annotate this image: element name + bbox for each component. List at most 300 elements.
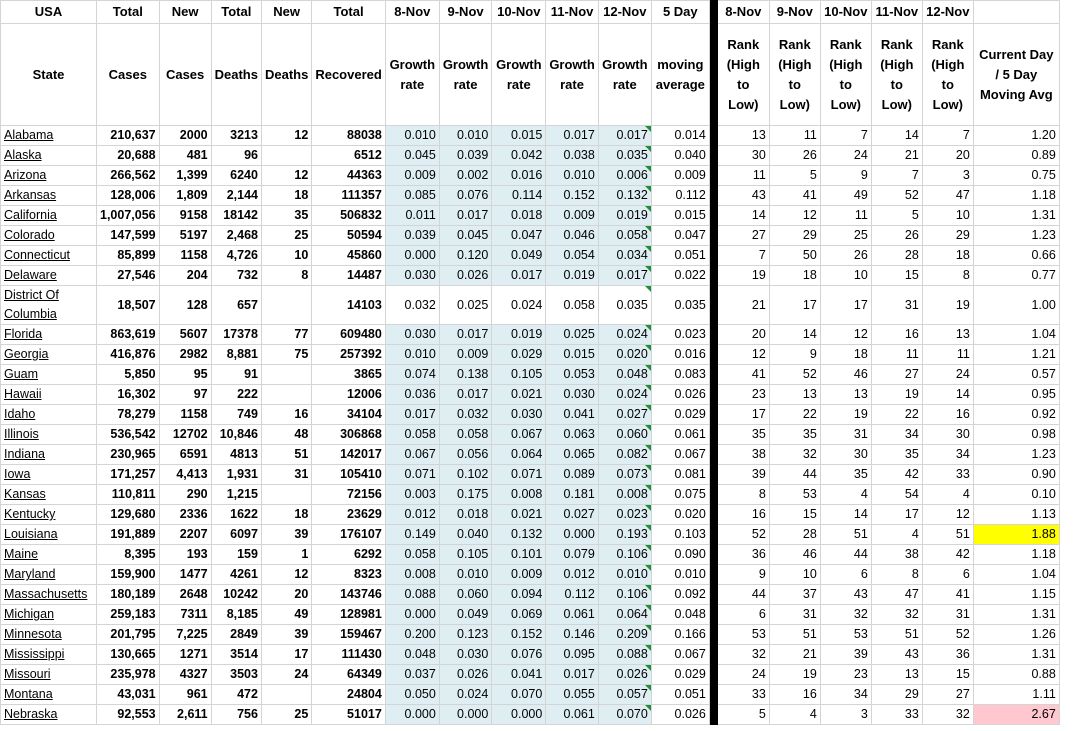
total-cases-cell[interactable]: 230,965 (97, 445, 160, 465)
growth-rate-cell[interactable]: 0.060 (598, 425, 651, 445)
total-cases-cell[interactable]: 128,006 (97, 186, 160, 206)
total-cases-cell[interactable]: 129,680 (97, 505, 160, 525)
column-separator-bar[interactable] (709, 266, 717, 286)
moving-average-cell[interactable]: 0.090 (651, 545, 709, 565)
new-cases-cell[interactable]: 2982 (159, 345, 211, 365)
moving-average-cell[interactable]: 0.026 (651, 385, 709, 405)
rank-cell[interactable]: 32 (717, 645, 769, 665)
moving-average-cell[interactable]: 0.092 (651, 585, 709, 605)
header-growth-12nov[interactable]: 12-Nov (598, 1, 651, 24)
growth-rate-cell[interactable]: 0.200 (385, 625, 439, 645)
moving-average-cell[interactable]: 0.103 (651, 525, 709, 545)
growth-rate-cell[interactable]: 0.009 (492, 565, 546, 585)
column-separator-bar[interactable] (709, 325, 717, 345)
growth-rate-cell[interactable]: 0.082 (598, 445, 651, 465)
rank-cell[interactable]: 15 (922, 665, 973, 685)
growth-rate-cell[interactable]: 0.056 (439, 445, 492, 465)
new-cases-cell[interactable]: 2207 (159, 525, 211, 545)
rank-cell[interactable]: 19 (820, 405, 871, 425)
growth-rate-cell[interactable]: 0.017 (439, 325, 492, 345)
total-cases-cell[interactable]: 8,395 (97, 545, 160, 565)
growth-rate-cell[interactable]: 0.012 (385, 505, 439, 525)
growth-rate-cell[interactable]: 0.030 (385, 325, 439, 345)
rank-cell[interactable]: 11 (820, 206, 871, 226)
rank-cell[interactable]: 8 (922, 266, 973, 286)
growth-rate-cell[interactable]: 0.065 (546, 445, 599, 465)
moving-average-cell[interactable]: 0.040 (651, 146, 709, 166)
recovered-cell[interactable]: 111430 (312, 645, 385, 665)
current-vs-avg-cell[interactable]: 1.15 (973, 585, 1059, 605)
current-vs-avg-cell[interactable]: 0.75 (973, 166, 1059, 186)
column-separator-bar[interactable] (709, 585, 717, 605)
total-cases-cell[interactable]: 235,978 (97, 665, 160, 685)
rank-cell[interactable]: 51 (922, 525, 973, 545)
recovered-cell[interactable]: 506832 (312, 206, 385, 226)
moving-average-cell[interactable]: 0.047 (651, 226, 709, 246)
growth-rate-cell[interactable]: 0.025 (439, 286, 492, 325)
state-link[interactable]: California (1, 206, 97, 226)
state-link[interactable]: Missouri (1, 665, 97, 685)
column-separator-bar[interactable] (709, 365, 717, 385)
current-vs-avg-cell[interactable]: 0.88 (973, 665, 1059, 685)
recovered-cell[interactable]: 6512 (312, 146, 385, 166)
growth-rate-cell[interactable]: 0.071 (492, 465, 546, 485)
growth-rate-cell[interactable]: 0.064 (492, 445, 546, 465)
state-link[interactable]: Connecticut (1, 246, 97, 266)
recovered-cell[interactable]: 176107 (312, 525, 385, 545)
growth-rate-cell[interactable]: 0.017 (439, 206, 492, 226)
rank-cell[interactable]: 33 (922, 465, 973, 485)
moving-average-cell[interactable]: 0.067 (651, 445, 709, 465)
state-link[interactable]: Indiana (1, 445, 97, 465)
new-deaths-cell[interactable]: 20 (261, 585, 311, 605)
new-cases-cell[interactable]: 1,399 (159, 166, 211, 186)
rank-cell[interactable]: 9 (820, 166, 871, 186)
new-deaths-cell[interactable]: 8 (261, 266, 311, 286)
growth-rate-cell[interactable]: 0.035 (598, 146, 651, 166)
rank-cell[interactable]: 42 (871, 465, 922, 485)
growth-rate-cell[interactable]: 0.015 (492, 126, 546, 146)
current-vs-avg-cell[interactable]: 0.77 (973, 266, 1059, 286)
growth-rate-cell[interactable]: 0.085 (385, 186, 439, 206)
total-deaths-cell[interactable]: 159 (211, 545, 261, 565)
rank-cell[interactable]: 26 (871, 226, 922, 246)
moving-average-cell[interactable]: 0.081 (651, 465, 709, 485)
new-cases-cell[interactable]: 2000 (159, 126, 211, 146)
rank-cell[interactable]: 17 (820, 286, 871, 325)
growth-rate-cell[interactable]: 0.026 (598, 665, 651, 685)
header-new-cases[interactable]: Cases (159, 24, 211, 126)
rank-cell[interactable]: 36 (922, 645, 973, 665)
growth-rate-cell[interactable]: 0.058 (439, 425, 492, 445)
state-link[interactable]: District Of Columbia (1, 286, 97, 325)
growth-rate-cell[interactable]: 0.010 (546, 166, 599, 186)
rank-cell[interactable]: 16 (717, 505, 769, 525)
rank-cell[interactable]: 31 (871, 286, 922, 325)
growth-rate-cell[interactable]: 0.039 (385, 226, 439, 246)
rank-cell[interactable]: 51 (820, 525, 871, 545)
recovered-cell[interactable]: 3865 (312, 365, 385, 385)
header-rank-11nov[interactable]: 11-Nov (871, 1, 922, 24)
recovered-cell[interactable]: 51017 (312, 705, 385, 725)
header-recovered[interactable]: Recovered (312, 24, 385, 126)
growth-rate-cell[interactable]: 0.025 (546, 325, 599, 345)
growth-rate-cell[interactable]: 0.010 (439, 126, 492, 146)
recovered-cell[interactable]: 34104 (312, 405, 385, 425)
rank-cell[interactable]: 8 (871, 565, 922, 585)
new-deaths-cell[interactable]: 49 (261, 605, 311, 625)
growth-rate-cell[interactable]: 0.008 (598, 485, 651, 505)
recovered-cell[interactable]: 12006 (312, 385, 385, 405)
new-cases-cell[interactable]: 97 (159, 385, 211, 405)
total-deaths-cell[interactable]: 17378 (211, 325, 261, 345)
new-cases-cell[interactable]: 204 (159, 266, 211, 286)
column-separator-bar[interactable] (709, 665, 717, 685)
rank-cell[interactable]: 18 (820, 345, 871, 365)
growth-rate-cell[interactable]: 0.058 (598, 226, 651, 246)
rank-cell[interactable]: 33 (871, 705, 922, 725)
growth-rate-cell[interactable]: 0.076 (492, 645, 546, 665)
header-rank-10nov[interactable]: Rank (High to Low) (820, 24, 871, 126)
growth-rate-cell[interactable]: 0.058 (546, 286, 599, 325)
growth-rate-cell[interactable]: 0.017 (546, 665, 599, 685)
growth-rate-cell[interactable]: 0.042 (492, 146, 546, 166)
current-vs-avg-cell[interactable]: 1.00 (973, 286, 1059, 325)
new-cases-cell[interactable]: 1158 (159, 246, 211, 266)
column-separator-bar[interactable] (709, 505, 717, 525)
total-cases-cell[interactable]: 1,007,056 (97, 206, 160, 226)
rank-cell[interactable]: 53 (769, 485, 820, 505)
recovered-cell[interactable]: 23629 (312, 505, 385, 525)
current-vs-avg-cell[interactable]: 1.18 (973, 545, 1059, 565)
rank-cell[interactable]: 31 (922, 605, 973, 625)
column-separator-bar[interactable] (709, 24, 717, 126)
new-cases-cell[interactable]: 193 (159, 545, 211, 565)
growth-rate-cell[interactable]: 0.048 (385, 645, 439, 665)
growth-rate-cell[interactable]: 0.000 (492, 705, 546, 725)
current-vs-avg-cell[interactable]: 0.98 (973, 425, 1059, 445)
new-cases-cell[interactable]: 1477 (159, 565, 211, 585)
rank-cell[interactable]: 16 (871, 325, 922, 345)
growth-rate-cell[interactable]: 0.010 (385, 126, 439, 146)
growth-rate-cell[interactable]: 0.000 (439, 705, 492, 725)
rank-cell[interactable]: 18 (769, 266, 820, 286)
header-new-deaths[interactable]: Deaths (261, 24, 311, 126)
growth-rate-cell[interactable]: 0.010 (439, 565, 492, 585)
rank-cell[interactable]: 26 (820, 246, 871, 266)
growth-rate-cell[interactable]: 0.034 (598, 246, 651, 266)
total-cases-cell[interactable]: 85,899 (97, 246, 160, 266)
header-growth-10nov[interactable]: 10-Nov (492, 1, 546, 24)
header-growth-9nov[interactable]: Growth rate (439, 24, 492, 126)
new-cases-cell[interactable]: 5607 (159, 325, 211, 345)
rank-cell[interactable]: 4 (820, 485, 871, 505)
current-vs-avg-cell[interactable]: 1.04 (973, 325, 1059, 345)
total-deaths-cell[interactable]: 91 (211, 365, 261, 385)
current-vs-avg-cell[interactable]: 1.18 (973, 186, 1059, 206)
new-cases-cell[interactable]: 2648 (159, 585, 211, 605)
growth-rate-cell[interactable]: 0.149 (385, 525, 439, 545)
rank-cell[interactable]: 13 (871, 665, 922, 685)
header-current-vs-avg[interactable] (973, 1, 1059, 24)
header-rank-8nov[interactable]: Rank (High to Low) (717, 24, 769, 126)
growth-rate-cell[interactable]: 0.040 (439, 525, 492, 545)
column-separator-bar[interactable] (709, 405, 717, 425)
new-deaths-cell[interactable]: 25 (261, 226, 311, 246)
recovered-cell[interactable]: 44363 (312, 166, 385, 186)
total-cases-cell[interactable]: 416,876 (97, 345, 160, 365)
growth-rate-cell[interactable]: 0.048 (598, 365, 651, 385)
rank-cell[interactable]: 43 (717, 186, 769, 206)
recovered-cell[interactable]: 306868 (312, 425, 385, 445)
rank-cell[interactable]: 14 (769, 325, 820, 345)
growth-rate-cell[interactable]: 0.146 (546, 625, 599, 645)
new-cases-cell[interactable]: 5197 (159, 226, 211, 246)
column-separator-bar[interactable] (709, 565, 717, 585)
rank-cell[interactable]: 6 (820, 565, 871, 585)
rank-cell[interactable]: 36 (717, 545, 769, 565)
state-link[interactable]: Kentucky (1, 505, 97, 525)
rank-cell[interactable]: 3 (922, 166, 973, 186)
current-vs-avg-cell[interactable]: 0.57 (973, 365, 1059, 385)
total-cases-cell[interactable]: 78,279 (97, 405, 160, 425)
new-deaths-cell[interactable]: 39 (261, 625, 311, 645)
moving-average-cell[interactable]: 0.023 (651, 325, 709, 345)
rank-cell[interactable]: 9 (769, 345, 820, 365)
column-separator-bar[interactable] (709, 525, 717, 545)
rank-cell[interactable]: 53 (820, 625, 871, 645)
column-separator-bar[interactable] (709, 146, 717, 166)
rank-cell[interactable]: 37 (769, 585, 820, 605)
header-recovered[interactable]: Total (312, 1, 385, 24)
growth-rate-cell[interactable]: 0.049 (492, 246, 546, 266)
moving-average-cell[interactable]: 0.009 (651, 166, 709, 186)
growth-rate-cell[interactable]: 0.035 (598, 286, 651, 325)
rank-cell[interactable]: 7 (922, 126, 973, 146)
rank-cell[interactable]: 12 (820, 325, 871, 345)
rank-cell[interactable]: 13 (922, 325, 973, 345)
total-cases-cell[interactable]: 171,257 (97, 465, 160, 485)
growth-rate-cell[interactable]: 0.024 (439, 685, 492, 705)
total-deaths-cell[interactable]: 1622 (211, 505, 261, 525)
rank-cell[interactable]: 12 (922, 505, 973, 525)
current-vs-avg-cell[interactable]: 1.88 (973, 525, 1059, 545)
new-deaths-cell[interactable] (261, 365, 311, 385)
header-growth-9nov[interactable]: 9-Nov (439, 1, 492, 24)
state-link[interactable]: Georgia (1, 345, 97, 365)
rank-cell[interactable]: 31 (820, 425, 871, 445)
new-deaths-cell[interactable]: 48 (261, 425, 311, 445)
rank-cell[interactable]: 27 (922, 685, 973, 705)
header-rank-12nov[interactable]: 12-Nov (922, 1, 973, 24)
total-cases-cell[interactable]: 110,811 (97, 485, 160, 505)
total-deaths-cell[interactable]: 756 (211, 705, 261, 725)
header-moving-average[interactable]: moving average (651, 24, 709, 126)
growth-rate-cell[interactable]: 0.010 (598, 565, 651, 585)
new-deaths-cell[interactable]: 24 (261, 665, 311, 685)
growth-rate-cell[interactable]: 0.114 (492, 186, 546, 206)
growth-rate-cell[interactable]: 0.038 (546, 146, 599, 166)
growth-rate-cell[interactable]: 0.152 (492, 625, 546, 645)
header-rank-10nov[interactable]: 10-Nov (820, 1, 871, 24)
moving-average-cell[interactable]: 0.048 (651, 605, 709, 625)
new-deaths-cell[interactable]: 51 (261, 445, 311, 465)
growth-rate-cell[interactable]: 0.017 (385, 405, 439, 425)
state-link[interactable]: Hawaii (1, 385, 97, 405)
header-growth-11nov[interactable]: 11-Nov (546, 1, 599, 24)
column-separator-bar[interactable] (709, 645, 717, 665)
header-growth-11nov[interactable]: Growth rate (546, 24, 599, 126)
total-deaths-cell[interactable]: 10242 (211, 585, 261, 605)
rank-cell[interactable]: 11 (922, 345, 973, 365)
recovered-cell[interactable]: 14487 (312, 266, 385, 286)
rank-cell[interactable]: 9 (717, 565, 769, 585)
total-deaths-cell[interactable]: 8,185 (211, 605, 261, 625)
new-cases-cell[interactable]: 2336 (159, 505, 211, 525)
rank-cell[interactable]: 23 (717, 385, 769, 405)
growth-rate-cell[interactable]: 0.089 (546, 465, 599, 485)
rank-cell[interactable]: 38 (717, 445, 769, 465)
total-cases-cell[interactable]: 191,889 (97, 525, 160, 545)
rank-cell[interactable]: 15 (769, 505, 820, 525)
rank-cell[interactable]: 5 (871, 206, 922, 226)
total-deaths-cell[interactable]: 18142 (211, 206, 261, 226)
current-vs-avg-cell[interactable]: 1.26 (973, 625, 1059, 645)
rank-cell[interactable]: 24 (717, 665, 769, 685)
moving-average-cell[interactable]: 0.067 (651, 645, 709, 665)
header-total-deaths[interactable]: Total (211, 1, 261, 24)
new-deaths-cell[interactable] (261, 286, 311, 325)
new-deaths-cell[interactable]: 17 (261, 645, 311, 665)
column-separator-bar[interactable] (709, 1, 717, 24)
growth-rate-cell[interactable]: 0.032 (385, 286, 439, 325)
total-deaths-cell[interactable]: 749 (211, 405, 261, 425)
rank-cell[interactable]: 21 (717, 286, 769, 325)
growth-rate-cell[interactable]: 0.009 (439, 345, 492, 365)
growth-rate-cell[interactable]: 0.045 (439, 226, 492, 246)
growth-rate-cell[interactable]: 0.017 (598, 266, 651, 286)
state-link[interactable]: Idaho (1, 405, 97, 425)
recovered-cell[interactable]: 609480 (312, 325, 385, 345)
growth-rate-cell[interactable]: 0.009 (546, 206, 599, 226)
growth-rate-cell[interactable]: 0.123 (439, 625, 492, 645)
total-cases-cell[interactable]: 43,031 (97, 685, 160, 705)
rank-cell[interactable]: 4 (871, 525, 922, 545)
header-new-deaths[interactable]: New (261, 1, 311, 24)
rank-cell[interactable]: 14 (717, 206, 769, 226)
growth-rate-cell[interactable]: 0.011 (385, 206, 439, 226)
rank-cell[interactable]: 28 (769, 525, 820, 545)
growth-rate-cell[interactable]: 0.070 (492, 685, 546, 705)
total-deaths-cell[interactable]: 4261 (211, 565, 261, 585)
recovered-cell[interactable]: 6292 (312, 545, 385, 565)
header-total-deaths[interactable]: Deaths (211, 24, 261, 126)
state-link[interactable]: Massachusetts (1, 585, 97, 605)
new-cases-cell[interactable]: 95 (159, 365, 211, 385)
current-vs-avg-cell[interactable]: 1.11 (973, 685, 1059, 705)
growth-rate-cell[interactable]: 0.045 (385, 146, 439, 166)
rank-cell[interactable]: 22 (871, 405, 922, 425)
rank-cell[interactable]: 30 (820, 445, 871, 465)
rank-cell[interactable]: 53 (717, 625, 769, 645)
moving-average-cell[interactable]: 0.016 (651, 345, 709, 365)
growth-rate-cell[interactable]: 0.046 (546, 226, 599, 246)
new-cases-cell[interactable]: 1,809 (159, 186, 211, 206)
current-vs-avg-cell[interactable]: 1.20 (973, 126, 1059, 146)
rank-cell[interactable]: 7 (717, 246, 769, 266)
column-separator-bar[interactable] (709, 485, 717, 505)
total-deaths-cell[interactable]: 8,881 (211, 345, 261, 365)
growth-rate-cell[interactable]: 0.088 (385, 585, 439, 605)
moving-average-cell[interactable]: 0.029 (651, 665, 709, 685)
new-deaths-cell[interactable] (261, 146, 311, 166)
rank-cell[interactable]: 47 (922, 186, 973, 206)
rank-cell[interactable]: 4 (769, 705, 820, 725)
growth-rate-cell[interactable]: 0.037 (385, 665, 439, 685)
rank-cell[interactable]: 24 (820, 146, 871, 166)
growth-rate-cell[interactable]: 0.067 (492, 425, 546, 445)
growth-rate-cell[interactable]: 0.073 (598, 465, 651, 485)
total-cases-cell[interactable]: 863,619 (97, 325, 160, 345)
growth-rate-cell[interactable]: 0.000 (546, 525, 599, 545)
recovered-cell[interactable]: 45860 (312, 246, 385, 266)
growth-rate-cell[interactable]: 0.026 (439, 266, 492, 286)
growth-rate-cell[interactable]: 0.074 (385, 365, 439, 385)
moving-average-cell[interactable]: 0.112 (651, 186, 709, 206)
total-deaths-cell[interactable]: 3213 (211, 126, 261, 146)
rank-cell[interactable]: 13 (769, 385, 820, 405)
rank-cell[interactable]: 47 (871, 585, 922, 605)
growth-rate-cell[interactable]: 0.002 (439, 166, 492, 186)
column-separator-bar[interactable] (709, 465, 717, 485)
header-total-cases[interactable]: Cases (97, 24, 160, 126)
total-deaths-cell[interactable]: 472 (211, 685, 261, 705)
new-deaths-cell[interactable]: 75 (261, 345, 311, 365)
current-vs-avg-cell[interactable]: 0.95 (973, 385, 1059, 405)
total-deaths-cell[interactable]: 4813 (211, 445, 261, 465)
growth-rate-cell[interactable]: 0.070 (598, 705, 651, 725)
new-deaths-cell[interactable]: 25 (261, 705, 311, 725)
current-vs-avg-cell[interactable]: 2.67 (973, 705, 1059, 725)
header-current-vs-avg[interactable]: Current Day / 5 Day Moving Avg (973, 24, 1059, 126)
total-cases-cell[interactable]: 18,507 (97, 286, 160, 325)
rank-cell[interactable]: 5 (717, 705, 769, 725)
growth-rate-cell[interactable]: 0.069 (492, 605, 546, 625)
state-link[interactable]: Iowa (1, 465, 97, 485)
recovered-cell[interactable]: 72156 (312, 485, 385, 505)
growth-rate-cell[interactable]: 0.000 (385, 246, 439, 266)
rank-cell[interactable]: 32 (871, 605, 922, 625)
state-link[interactable]: Delaware (1, 266, 97, 286)
current-vs-avg-cell[interactable]: 1.23 (973, 226, 1059, 246)
rank-cell[interactable]: 21 (871, 146, 922, 166)
growth-rate-cell[interactable]: 0.000 (385, 605, 439, 625)
rank-cell[interactable]: 22 (769, 405, 820, 425)
state-link[interactable]: Guam (1, 365, 97, 385)
header-growth-10nov[interactable]: Growth rate (492, 24, 546, 126)
growth-rate-cell[interactable]: 0.112 (546, 585, 599, 605)
total-cases-cell[interactable]: 259,183 (97, 605, 160, 625)
rank-cell[interactable]: 8 (717, 485, 769, 505)
rank-cell[interactable]: 30 (922, 425, 973, 445)
growth-rate-cell[interactable]: 0.030 (385, 266, 439, 286)
new-deaths-cell[interactable]: 16 (261, 405, 311, 425)
growth-rate-cell[interactable]: 0.076 (439, 186, 492, 206)
rank-cell[interactable]: 35 (717, 425, 769, 445)
rank-cell[interactable]: 41 (717, 365, 769, 385)
moving-average-cell[interactable]: 0.026 (651, 705, 709, 725)
growth-rate-cell[interactable]: 0.063 (546, 425, 599, 445)
